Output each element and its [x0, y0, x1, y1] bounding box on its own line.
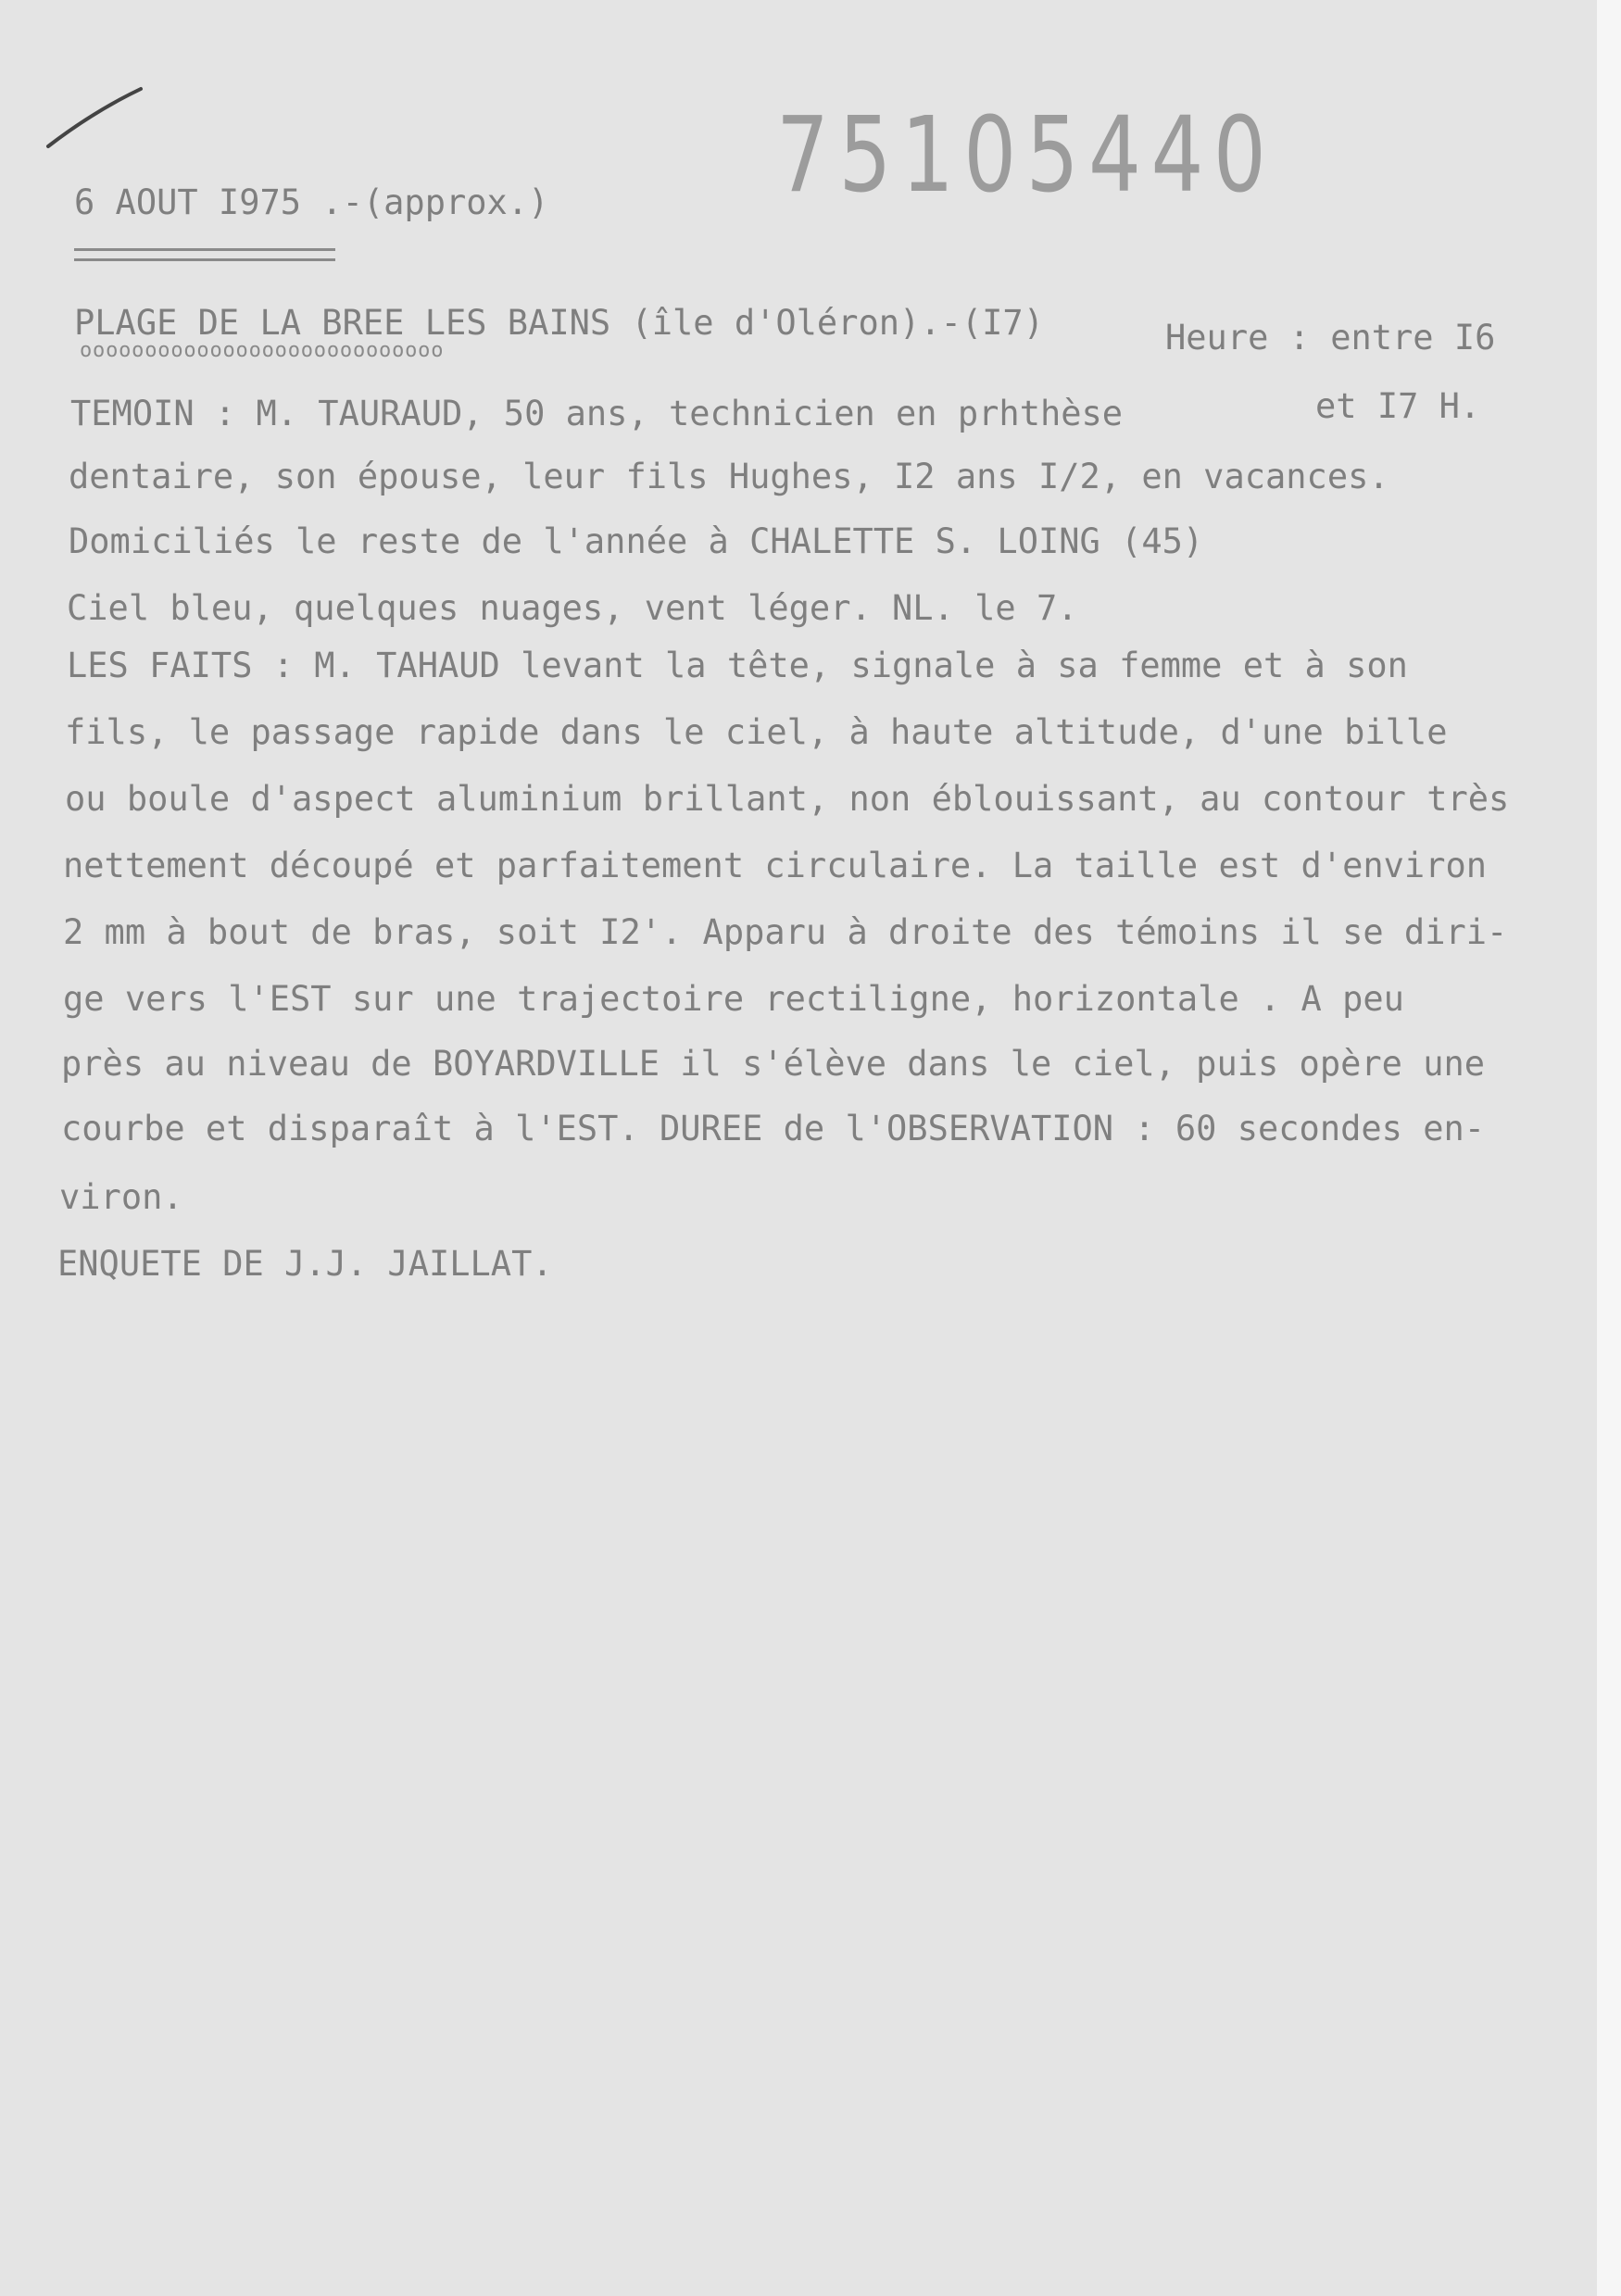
- text-line: Domiciliés le reste de l'année à CHALETTE S. LOING (45): [69, 521, 1204, 561]
- location-line: PLAGE DE LA BREE LES BAINS (île d'Oléron).-(I7): [74, 303, 1044, 343]
- reference-number-stamp: 75105440: [776, 95, 1276, 216]
- text-line: courbe et disparaît à l'EST. DUREE de l'OBSERVATION : 60 secondes en-: [61, 1109, 1486, 1148]
- text-line: dentaire, son épouse, leur fils Hughes, I2 ans I/2, en vacances.: [69, 457, 1389, 496]
- investigator-line: ENQUETE DE J.J. JAILLAT.: [57, 1244, 553, 1284]
- text-line: près au niveau de BOYARDVILLE il s'élève dans le ciel, puis opère une: [61, 1044, 1486, 1084]
- text-line: nettement découpé et parfaitement circulaire. La taille est d'environ: [63, 846, 1488, 885]
- facts-line: LES FAITS : M. TAHAUD levant la tête, signale à sa femme et à son: [67, 646, 1408, 685]
- text-line: ge vers l'EST sur une trajectoire rectiligne, horizontale . A peu: [63, 979, 1404, 1019]
- text-line: 2 mm à bout de bras, soit I2'. Apparu à droite des témoins il se diri-: [63, 912, 1508, 952]
- witness-line: TEMOIN : M. TAURAUD, 50 ans, technicien en prhthèse: [70, 394, 1124, 433]
- pen-slash-mark: [44, 85, 146, 150]
- page-edge: [1597, 0, 1621, 2296]
- text-line: viron.: [59, 1177, 183, 1217]
- text-line: fils, le passage rapide dans le ciel, à haute altitude, d'une bille: [65, 712, 1448, 752]
- text-line: ou boule d'aspect aluminium brillant, non éblouissant, au contour très: [65, 779, 1510, 819]
- date-line: 6 AOUT I975 .-(approx.): [74, 182, 549, 222]
- weather-line: Ciel bleu, quelques nuages, vent léger. NL. le 7.: [67, 588, 1078, 628]
- date-underline: [74, 248, 335, 261]
- time-continued: et I7 H.: [1315, 386, 1481, 426]
- time-label: Heure : entre I6: [1165, 318, 1496, 358]
- location-underline: oooooooooooooooooooooooooooo: [80, 339, 445, 362]
